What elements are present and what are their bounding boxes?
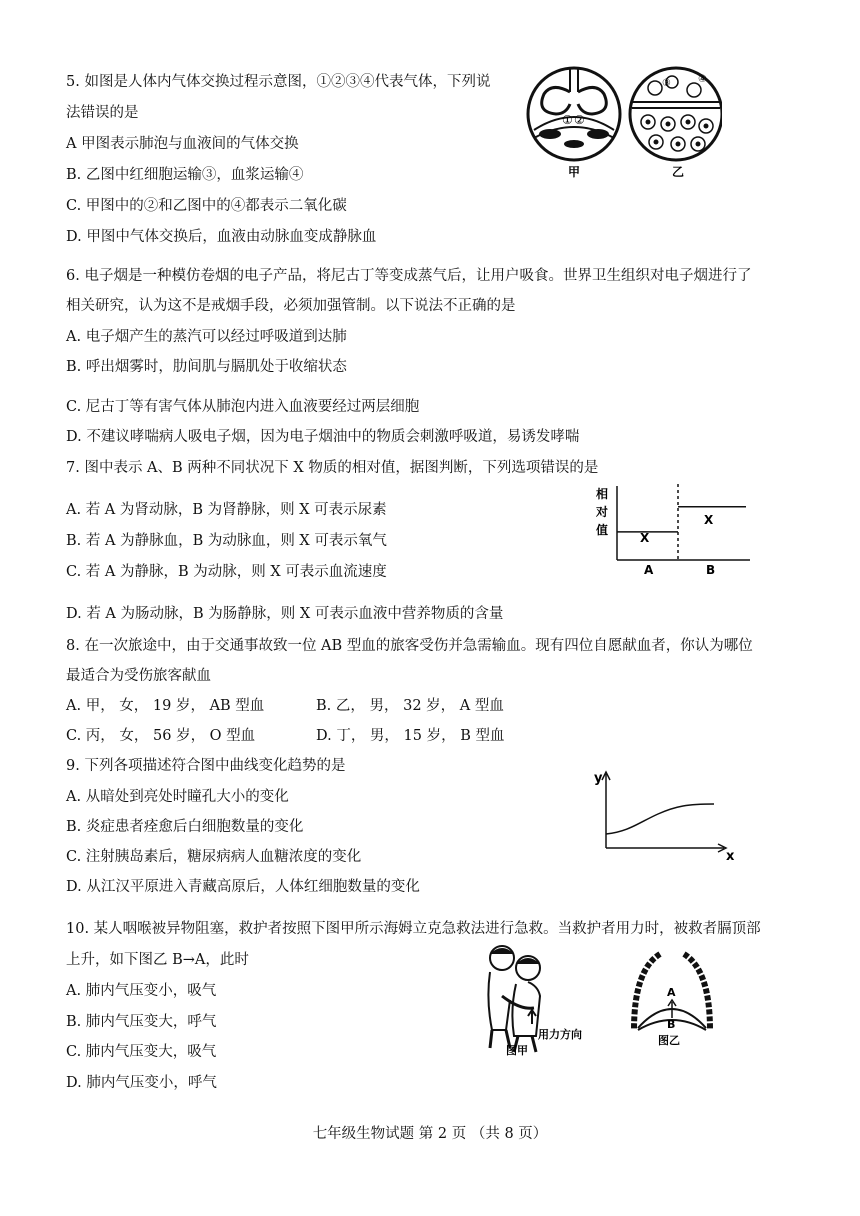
q9-option-b: B. 炎症患者痊愈后白细胞数量的变化	[66, 819, 304, 835]
q5-label-jia: 甲	[568, 165, 581, 179]
q9-option-c: C. 注射胰岛素后，糖尿病病人血糖浓度的变化	[66, 849, 362, 865]
q7-option-b: B. 若 A 为静脉血，B 为动脉血，则 X 可表示氧气	[66, 533, 387, 549]
q10-figure-diaphragm	[626, 950, 718, 1048]
q6-option-d: D. 不建议哮喘病人吸电子烟，因为电子烟油中的物质会刺激呼吸道，易诱发哮喘	[66, 429, 580, 445]
q5-label-yi: 乙	[672, 165, 685, 179]
q5-option-c: C. 甲图中的②和乙图中的④都表示二氧化碳	[66, 198, 347, 214]
q5-marker-3: ③	[662, 78, 671, 89]
q7-option-a: A. 若 A 为肾动脉，B 为肾静脉，则 X 可表示尿素	[66, 502, 387, 518]
q7-option-c: C. 若 A 为静脉，B 为动脉，则 X 可表示血流速度	[66, 564, 387, 580]
q8-option-c: C. 丙， 女， 56 岁， O 型血	[66, 728, 256, 744]
q7-stem: 7. 图中表示 A、B 两种不同状况下 X 物质的相对值，据图判断，下列选项错误的是	[66, 460, 599, 476]
q9-option-d: D. 从江汉平原进入青藏高原后，人体红细胞数量的变化	[66, 879, 420, 895]
q6-option-c: C. 尼古丁等有害气体从肺泡内进入血液要经过两层细胞	[66, 399, 420, 415]
q5-option-b: B. 乙图中红细胞运输③，血浆运输④	[66, 167, 304, 183]
q10-caption-yi: 图乙	[658, 1034, 680, 1047]
q5-marker-4: ④	[698, 74, 707, 85]
q10-point-b: B	[667, 1018, 676, 1031]
q8-stem-line1: 8. 在一次旅途中，由于交通事故致一位 AB 型血的旅客受伤并急需输血。现有四位自愿献血者，你认为哪位	[66, 638, 753, 654]
q10-option-c: C. 肺内气压变大，吸气	[66, 1044, 217, 1060]
q7-category-a: A	[644, 563, 654, 576]
q5-option-d: D. 甲图中气体交换后，血液由动脉血变成静脉血	[66, 229, 377, 245]
q5-stem-line2: 法错误的是	[66, 105, 139, 121]
q10-stem-line2: 上升，如下图乙 B→A，此时	[66, 952, 249, 968]
q8-option-d: D. 丁， 男， 15 岁， B 型血	[316, 728, 505, 744]
q9-option-a: A. 从暗处到亮处时瞳孔大小的变化	[66, 789, 289, 805]
q5-stem-line1: 5. 如图是人体内气体交换过程示意图，①②③④代表气体，下列说	[66, 74, 491, 90]
q8-option-a: A. 甲， 女， 19 岁， AB 型血	[66, 698, 265, 714]
q10-stem-line1: 10. 某人咽喉被异物阻塞，救护者按照下图甲所示海姆立克急救法进行急救。当救护者用力时，被救者膈顶部	[66, 921, 761, 937]
q6-stem-line2: 相关研究，认为这不是戒烟手段，必须加强管制。以下说法不正确的是	[66, 298, 516, 314]
q5-marker-2: ②	[574, 113, 585, 127]
q10-option-a: A. 肺内气压变小，吸气	[66, 983, 217, 999]
q7-ylabel-3: 值	[596, 523, 609, 537]
q10-point-a: A	[667, 986, 676, 999]
q7-figure-bar	[594, 484, 760, 576]
q5-option-a: A 甲图表示肺泡与血液间的气体交换	[66, 136, 299, 152]
q10-force-label: 用力方向	[538, 1028, 582, 1041]
q8-stem-line2: 最适合为受伤旅客献血	[66, 668, 211, 684]
q7-category-b: B	[706, 563, 716, 576]
q9-x-axis-label: x	[726, 849, 735, 862]
q7-series-label-b: X	[704, 513, 714, 527]
q6-option-a: A. 电子烟产生的蒸汽可以经过呼吸道到达肺	[66, 329, 347, 345]
q7-option-d: D. 若 A 为肠动脉，B 为肠静脉，则 X 可表示血液中营养物质的含量	[66, 606, 504, 622]
q7-series-label-a: X	[640, 531, 650, 545]
q10-option-b: B. 肺内气压变大，呼气	[66, 1014, 217, 1030]
q10-figure-heimlich	[480, 940, 600, 1056]
q10-option-d: D. 肺内气压变小，呼气	[66, 1075, 217, 1091]
q6-option-b: B. 呼出烟雾时，肋间肌与膈肌处于收缩状态	[66, 359, 347, 375]
q9-curve	[606, 804, 714, 834]
q5-marker-1: ①	[562, 113, 573, 127]
q9-y-axis-label: y	[594, 771, 603, 786]
q7-ylabel-1: 相	[596, 487, 609, 501]
q9-stem: 9. 下列各项描述符合图中曲线变化趋势的是	[66, 758, 346, 774]
page-footer: 七年级生物试题 第 2 页 （共 8 页）	[312, 1126, 548, 1142]
q7-ylabel-2: 对	[596, 505, 609, 519]
q8-option-b: B. 乙， 男， 32 岁， A 型血	[316, 698, 504, 714]
q9-figure-curve	[588, 768, 738, 862]
q10-caption-jia: 图甲	[506, 1044, 528, 1056]
q6-stem-line1: 6. 电子烟是一种模仿卷烟的电子产品，将尼古丁等变成蒸气后，让用户吸食。世界卫生组织对电子烟进行了	[66, 268, 752, 284]
q5-figure-gas-exchange	[522, 64, 722, 180]
